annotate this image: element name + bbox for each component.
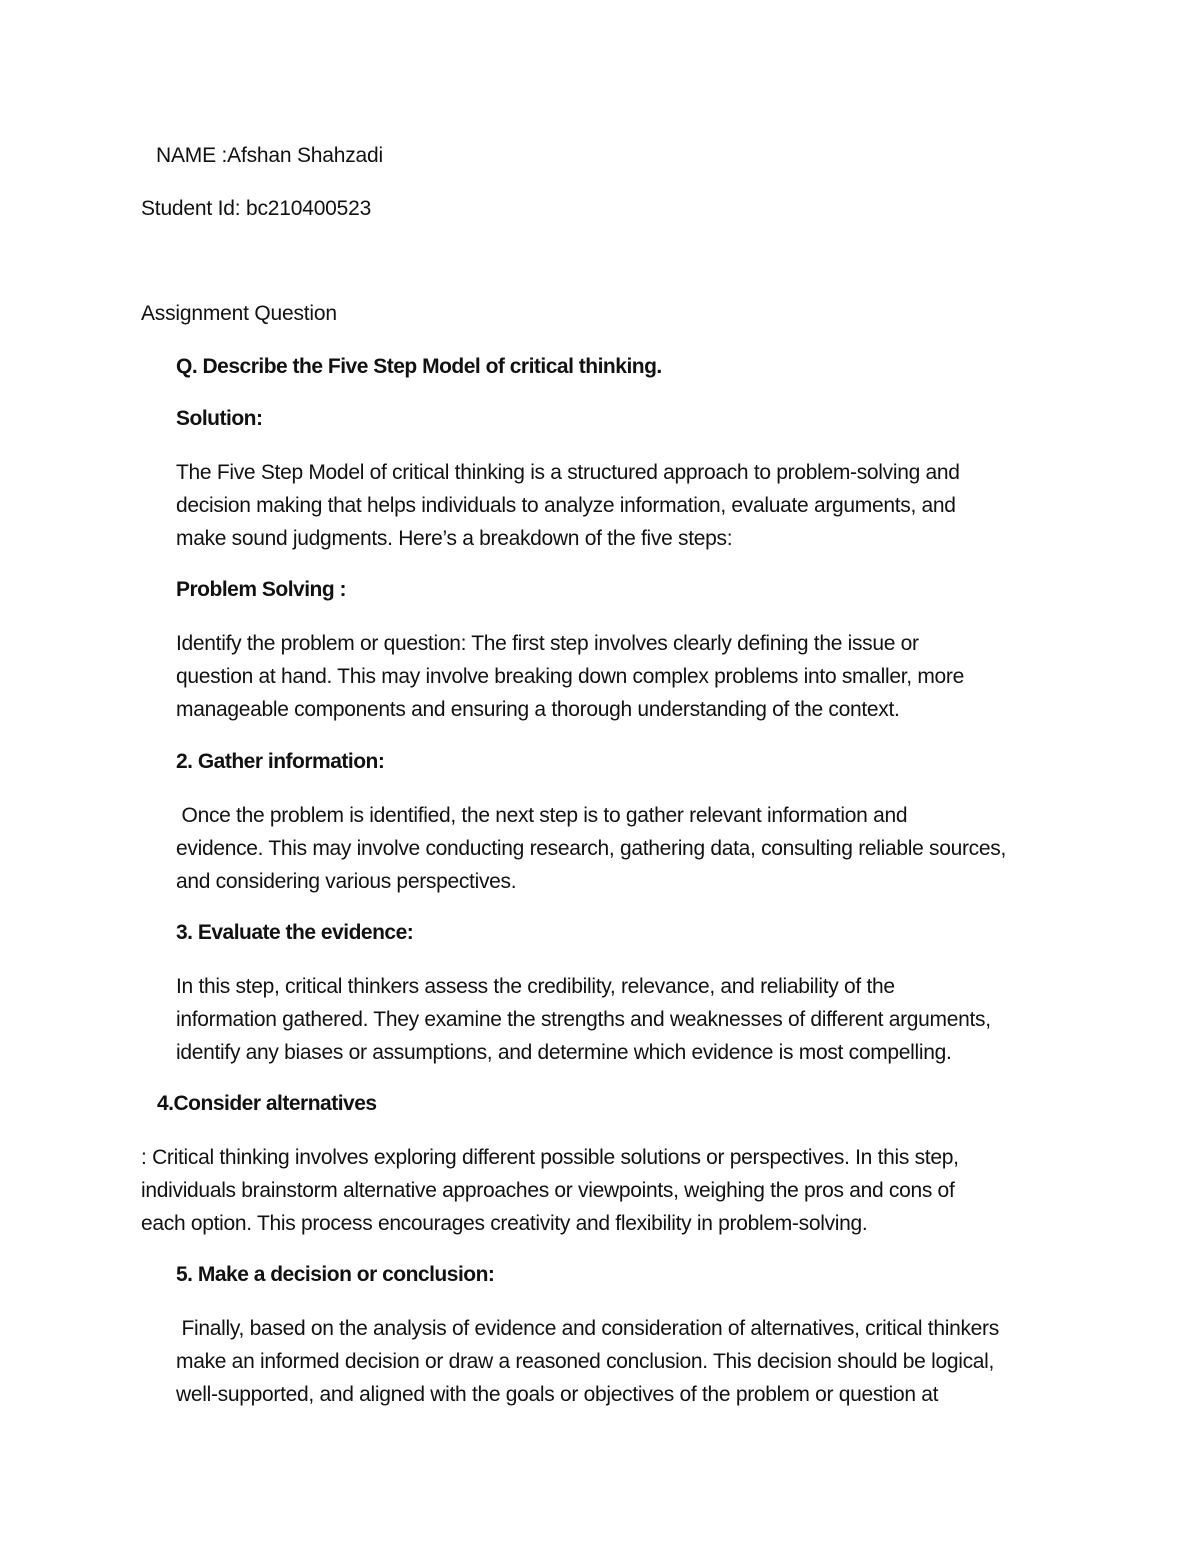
paragraph-line: identify any biases or assumptions, and determine which evidence is most compelling. xyxy=(176,1041,952,1064)
paragraph-line: Once the problem is identified, the next step is to gather relevant information and xyxy=(176,804,908,827)
section-heading-gather-information: 2. Gather information: xyxy=(176,750,385,773)
paragraph-line: In this step, critical thinkers assess the credibility, relevance, and reliability of the xyxy=(176,975,895,998)
section-heading-make-decision: 5. Make a decision or conclusion: xyxy=(176,1263,495,1286)
paragraph-line: and considering various perspectives. xyxy=(176,870,517,893)
paragraph-line: decision making that helps individuals to analyze information, evaluate arguments, and xyxy=(176,494,956,517)
paragraph-line: well-supported, and aligned with the goals or objectives of the problem or question at xyxy=(176,1383,939,1406)
paragraph-line: question at hand. This may involve breaking down complex problems into smaller, more xyxy=(176,665,964,688)
section-paragraph-evaluate-evidence xyxy=(176,970,991,1069)
paragraph-line: Finally, based on the analysis of evidence and consideration of alternatives, critical thinkers xyxy=(176,1317,999,1340)
paragraph-line: manageable components and ensuring a thorough understanding of the context. xyxy=(176,698,900,721)
section-paragraph-problem-solving xyxy=(176,627,964,726)
section-heading-problem-solving: Problem Solving : xyxy=(176,578,347,601)
assignment-heading: Assignment Question xyxy=(141,302,337,325)
section-paragraph-consider-alternatives xyxy=(141,1141,959,1240)
section-paragraph-gather-information xyxy=(176,799,1006,898)
section-heading-evaluate-evidence: 3. Evaluate the evidence: xyxy=(176,921,414,944)
solution-heading: Solution: xyxy=(176,407,263,430)
student-name-line: NAME :Afshan Shahzadi xyxy=(156,144,383,167)
paragraph-line: make sound judgments. Here’s a breakdown of the five steps: xyxy=(176,527,733,550)
paragraph-line: : Critical thinking involves exploring different possible solutions or perspectives. In this step, xyxy=(141,1146,959,1169)
paragraph-line: information gathered. They examine the strengths and weaknesses of different arguments, xyxy=(176,1008,991,1031)
paragraph-line: individuals brainstorm alternative approaches or viewpoints, weighing the pros and cons of xyxy=(141,1179,955,1202)
student-id-line: Student Id: bc210400523 xyxy=(141,197,372,220)
paragraph-line: each option. This process encourages creativity and flexibility in problem-solving. xyxy=(141,1212,868,1235)
paragraph-line: The Five Step Model of critical thinking is a structured approach to problem-solving and xyxy=(176,461,960,484)
section-heading-consider-alternatives: 4.Consider alternatives xyxy=(157,1092,377,1115)
question-text: Q. Describe the Five Step Model of critical thinking. xyxy=(176,355,662,378)
paragraph-line: make an informed decision or draw a reasoned conclusion. This decision should be logical, xyxy=(176,1350,995,1373)
paragraph-line: evidence. This may involve conducting research, gathering data, consulting reliable sources, xyxy=(176,837,1006,860)
section-paragraph-make-decision xyxy=(176,1312,999,1411)
intro-paragraph xyxy=(176,456,960,555)
paragraph-line: Identify the problem or question: The first step involves clearly defining the issue or xyxy=(176,632,919,655)
